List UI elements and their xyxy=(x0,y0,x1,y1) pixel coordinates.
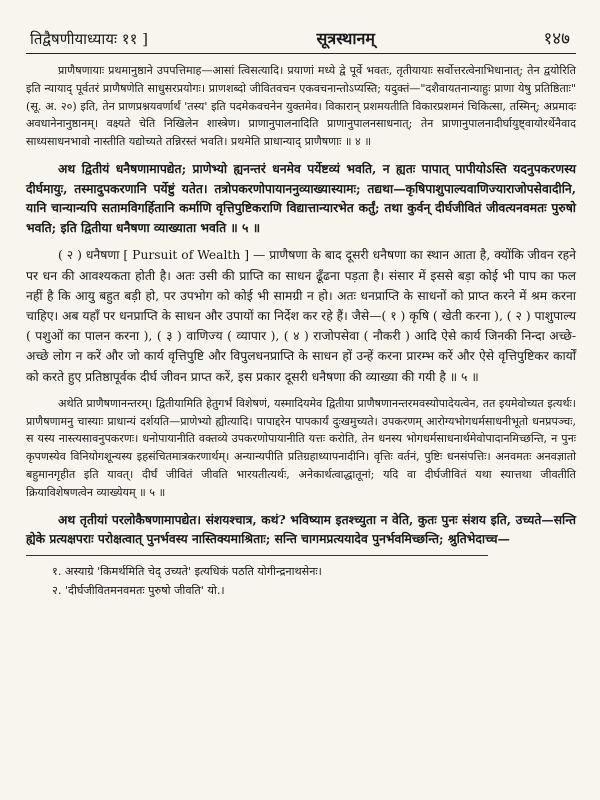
commentary-paragraph: प्राणैषणायाः प्रथमानुष्ठाने उपपत्तिमाह—आसां त्विसत्यादि। प्रयाणां मध्ये द्वे पूर्वे भवतः, तृतीयायाः सर्वोत्तरत्वेनाभिधानात्; तेन द्वयोरिति इति न्यायाद् पूर्वतरं प्राणैषणेति साधुसरप्रयोगः। प्राणशब्दो जीवितवचन एकवचनान्तोऽप्यस्ति; यदुक्तं—"दशैवायतनान्याहुः प्राणा येषु प्रतिष्ठिताः" (सू. अ. २०) इति, तेन प्राणप्रश्नयवर्णार्थं 'तस्य' इति पदमेकवचनेन युक्तमेव। विकारान् प्रशमयतीति विकारप्रशमनं चिकित्सा, तस्मिन्; अप्रमादः अवधानेनानुष्ठानम्। वक्ष्यते चेति निखिलेन शास्त्रेण। प्राणानुपालनादिति प्राणानुपालनसाधनात्; तेन प्राणानुपालनादीर्घायुष्ट्वायोरर्थेनैवाद साध्यसाधनभावो नास्तीति यद्योच्यते तन्निरस्तं भवति। प्रथमेति प्राधान्याद् प्राणैषणाः ॥ ४ ॥ xyxy=(26,64,576,149)
footnote-rule xyxy=(26,555,488,556)
footnote: २. 'दीर्घजीवितमनवमतः पुरुषो जीवति' यो.। xyxy=(52,583,225,597)
sutra-paragraph: अथ द्वितीयं धनैषणामापद्येत; प्राणेभ्यो ह्यनन्तरं धनमेव पर्येष्टव्यं भवति, न ह्यतः पापात् पापीयोऽस्ति यदनुपकरणस्य दीर्घमायुः, तस्मादुपकरणानि पर्येष्टुं यतेत। तत्रोपकरणोपायाननुव्याख्यास्यामः; तद्यथा—कृषिपाशुपाल्यवाणिज्याराजोपसेवादीनि, यानि चान्यान्यपि सतामविगर्हितानि कर्माणि वृत्तिपुष्टिकराणि विद्यात्तान्यारभेत कर्तुं; तथा कुर्वन् दीर्घजीवितं जीवत्यनवमतः पुरुषो भवति; इति द्वितीया धनैषणा व्याख्याता भवति ॥ ५ ॥ xyxy=(26,160,576,235)
section-title: सूत्रस्थानम् xyxy=(316,29,375,48)
commentary-paragraph: अथेति प्राणैषणानन्तरम्। द्वितीयामिति हेतुगर्भं विशेषणं, यस्मादियमेव द्वितीया प्राणैषणानन्तरमवस्योपादेयत्वेन, तत इयमेवोच्यत इत्यर्थः। प्राणैषणामनु चास्याः प्राधान्यं दर्शयति—प्राणेभ्यो ह्यीत्यादि। पापाद्दरेन पापकार्यं दुःखमुच्यते। उपकरणम् आरोग्यभोगधर्मसाधनीभूतो धनप्रपञ्चः, स यस्य नास्त्यसावनुपकरणः। धनोपायानीति वक्तव्ये उपकरणोपायानीति यत्तः करोति, तेन धनस्य भोगधर्मसाधनार्थमेवोपादानमिच्छन्ति, न पुनः कृपणस्येव विनियोगशून्यस्य इहसंचितमात्रकरणार्थम्। अन्यान्यपीति प्रतिग्रहाध्यापनादीनि। वृत्तिः वर्तनं, पुष्टिः धनसंपत्तिः। अनवमतः अनवज्ञातो बहुमानगृहीत इति यावत्। दीर्घं जीवितं जीवति भारयतीत्यर्थः, अनेकार्थत्वाद्धातूनां; यदि वा दीर्घजीवितं यथा स्यात्तथा जीवतीति क्रियाविशेषणत्वेन व्याख्येयम् ॥ ५ ॥ xyxy=(26,396,576,499)
sutra-paragraph: अथ तृतीयां परलोकैषणामापद्येत। संशयश्चात्र, कथं? भविष्याम इतश्च्युता न वेति, कुतः पुनः संशय इति, उच्यते—सन्ति ह्येके प्रत्यक्षपराः परोक्षत्वात् पुनर्भवस्य नास्तिक्यमाश्रिताः; सन्ति चागमप्रत्ययादेव पुनर्भवमिच्छन्ति; श्रुतिभेदाच्च— xyxy=(26,511,576,547)
running-header xyxy=(26,26,576,53)
footnotes xyxy=(26,562,576,600)
page-number: १४७ xyxy=(543,29,570,49)
footnote: १. अस्याग्रे 'किमर्थमिति चेद् उच्यते' इत्यधिकं पठति योगीन्द्रनाथसेनः। xyxy=(52,564,322,578)
header-rule xyxy=(26,53,576,54)
hindi-translation-paragraph: ( २ ) धनैषणा [ Pursuit of Wealth ] — प्राणैषणा के बाद दूसरी धनैषणा का स्थान आता है, क्योंकि जीवन रहने पर धन की आवश्यकता होती है। अतः उसी की प्राप्ति का साधन ढूँढना पड़ता है। संसार में इससे बड़ा कोई भी पाप का फल नहीं है कि आयु बहुत बड़ी हो, पर उपभोग को कोई भी सामग्री न हो। अतः धनप्राप्ति के साधनों को प्राप्त करने में श्रम करना चाहिए। अब यहाँ पर धनप्राप्ति के साधन और उपायों का निर्देश कर रहे हैं। जैसे—( १ ) कृषि ( खेती करना ), ( २ ) पाशुपाल्य ( पशुओं का पालन करना ), ( ३ ) वाणिज्य ( व्यापार ), ( ४ ) राजोपसेवा ( नौकरी ) आदि ऐसे कार्य जिनकी निन्दा अच्छे-अच्छे लोग न करें और जो कार्य वृत्तिपुष्टि और विपुलधनप्राप्ति के साधन हों उन्हें करना प्रारम्भ करें और ऐसे वृत्तिपुष्टिकर कार्यों को करते हुए प्रतिष्ठापूर्वक दीर्घ जीवन प्राप्त करें, इस प्रकार दूसरी धनैषणा की व्याख्या की गयी है ॥ ५ ॥ xyxy=(26,248,576,384)
chapter-title: तिद्वैषणीयाध्यायः ११ ] xyxy=(30,30,148,48)
